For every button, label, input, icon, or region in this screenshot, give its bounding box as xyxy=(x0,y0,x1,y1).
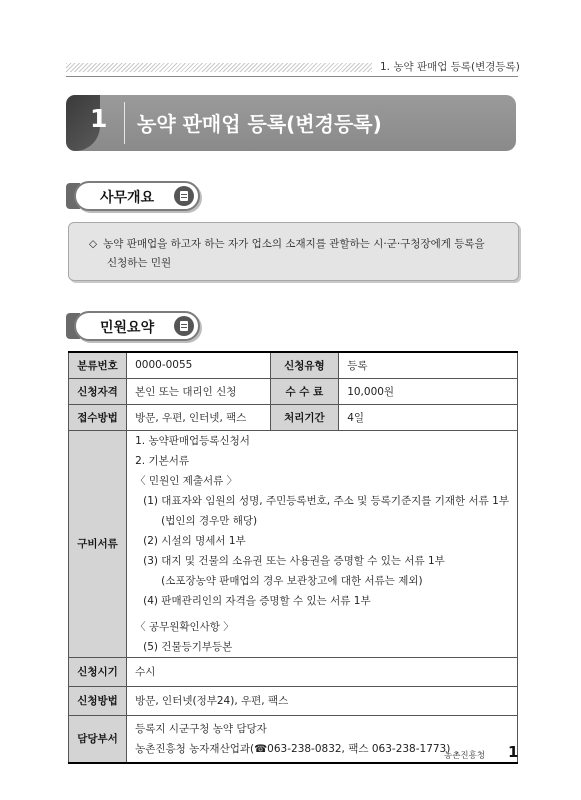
civil-petition-summary-table xyxy=(68,351,518,764)
department-line1: 등록지 시군구청 농약 담당자 xyxy=(135,722,267,735)
diamond-bullet-icon: ◇ xyxy=(89,238,98,250)
section-label-summary: 민원요약 xyxy=(100,320,155,336)
document-line: 2. 기본서류 xyxy=(135,454,190,467)
value-eligibility: 본인 또는 대리인 신청 xyxy=(127,378,270,404)
value-required-documents xyxy=(127,430,518,657)
document-line: (소포장농약 판매업의 경우 보관창고에 대한 서류는 제외) xyxy=(161,574,423,587)
overview-box xyxy=(68,222,519,281)
header-responsible-department: 담당부서 xyxy=(69,715,127,763)
document-line: 1. 농약판매업등록신청서 xyxy=(135,434,250,447)
table-row xyxy=(69,378,518,404)
document-line: (4) 판매관리인의 자격을 증명할 수 있는 서류 1부 xyxy=(143,594,371,607)
chapter-number: 1 xyxy=(90,104,108,133)
value-submission-method: 방문, 우편, 인터넷, 팩스 xyxy=(127,404,270,430)
header-application-timing: 신청시기 xyxy=(69,657,127,686)
footer-organization: 농촌진흥청 xyxy=(444,751,486,761)
table-row xyxy=(69,430,518,657)
chapter-title-separator xyxy=(124,102,125,144)
header-application-type: 신청유형 xyxy=(270,352,339,378)
document-line: (3) 대지 및 건물의 소유권 또는 사용권을 증명할 수 있는 서류 1부 xyxy=(143,554,445,567)
document-line: (1) 대표자와 임원의 성명, 주민등록번호, 주소 및 등록기준지를 기재한 서류 1부 xyxy=(143,494,509,507)
document-icon xyxy=(174,186,194,206)
value-fee: 10,000원 xyxy=(339,378,518,404)
section-header-overview xyxy=(66,181,200,211)
document-line: (법인의 경우만 해당) xyxy=(161,514,258,527)
section-label-overview: 사무개요 xyxy=(100,190,155,206)
header-rule xyxy=(66,76,518,77)
value-application-type: 등록 xyxy=(339,352,518,378)
overview-text-line2: 신청하는 민원 xyxy=(107,257,172,269)
table-row xyxy=(69,352,518,378)
header-processing-period: 처리기간 xyxy=(270,404,339,430)
header-required-documents: 구비서류 xyxy=(69,430,127,657)
document-line: (5) 건물등기부등본 xyxy=(143,640,233,653)
running-header-title: 1. 농약 판매업 등록(변경등록) xyxy=(380,61,520,73)
document-line: (2) 시설의 명세서 1부 xyxy=(143,534,246,547)
value-application-timing: 수시 xyxy=(127,657,518,686)
section-header-summary xyxy=(66,311,200,341)
chapter-title: 농약 판매업 등록(변경등록) xyxy=(137,112,382,136)
document-line: 〈 민원인 제출서류 〉 xyxy=(135,474,238,487)
overview-text-line1: 농약 판매업을 하고자 하는 자가 업소의 소재지를 관할하는 시·군·구청장에게 등록을 xyxy=(103,238,485,250)
table-row xyxy=(69,657,518,686)
header-application-method: 신청방법 xyxy=(69,686,127,715)
document-icon xyxy=(174,316,194,336)
header-submission-method: 접수방법 xyxy=(69,404,127,430)
department-line2: 농촌진흥청 농자재산업과(☎063-238-0832, 팩스 063-238-1773) xyxy=(135,742,451,755)
value-processing-period: 4일 xyxy=(339,404,518,430)
value-application-method: 방문, 인터넷(정부24), 우편, 팩스 xyxy=(127,686,518,715)
header-classification-number: 분류번호 xyxy=(69,352,127,378)
page-number: 1 xyxy=(508,743,519,761)
header-eligibility: 신청자격 xyxy=(69,378,127,404)
table-row xyxy=(69,404,518,430)
header-fee: 수 수 료 xyxy=(270,378,339,404)
document-line: 〈 공무원확인사항 〉 xyxy=(135,620,234,633)
value-classification-number: 0000-0055 xyxy=(127,352,270,378)
header-hatch-decoration xyxy=(66,63,372,72)
table-row xyxy=(69,686,518,715)
